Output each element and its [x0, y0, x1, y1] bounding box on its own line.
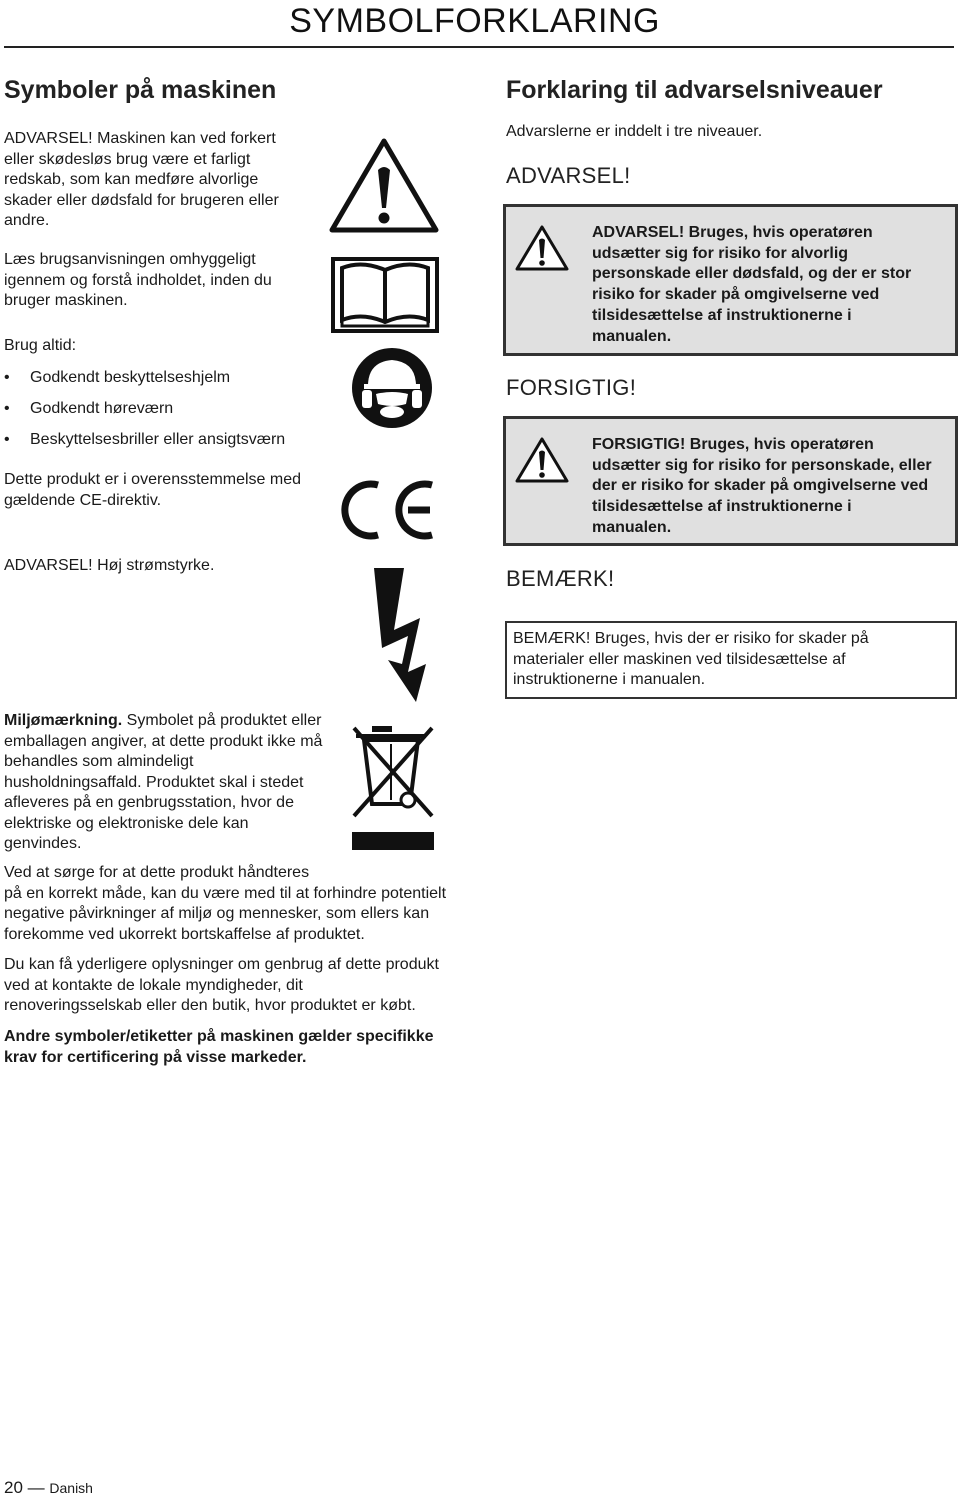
- level-title-note: BEMÆRK!: [506, 566, 615, 591]
- header-divider: [4, 46, 954, 48]
- warning-triangle-icon: [514, 223, 570, 273]
- high-voltage-label: ADVARSEL! Høj strømstyrke.: [4, 557, 215, 574]
- note-box: BEMÆRK! Bruges, hvis der er risiko for skader på materialer eller maskinen ved tilsidesættelse af instruktionerne i manualen.: [505, 621, 957, 699]
- bullet-eye-protection: • Beskyttelsesbriller eller ansigtsværn: [4, 431, 286, 448]
- crossed-bin-icon: [348, 722, 438, 852]
- warning-box: ADVARSEL! Bruges, hvis operatøren udsætter sig for risiko for alvorlig personskade eller dødsfald, og der er stor risiko for skader på omgivelserne ved tilsidesættelse af instruktionerne i manualen.: [503, 204, 958, 356]
- warning-triangle-icon: [328, 136, 440, 234]
- caution-box: FORSIGTIG! Bruges, hvis operatøren udsætter sig for risiko for personskade, eller der er risiko for skader på omgivelserne ved tilsidesættelse af instruktionerne i manualen.: [503, 416, 958, 546]
- level-title-caution: FORSIGTIG!: [506, 375, 637, 400]
- environment-paragraph: Miljømærkning. Symbolet på produktet eller emballagen angiver, at dette produkt ikke må behandles som almindeligt husholdningsaffald. Produktet skal i stedet afleveres på en genbrugsstation, hvor de elektriske og elektroniske dele kan genvindes.: [4, 712, 323, 852]
- page-footer: [4, 1478, 93, 1498]
- levels-intro: Advarslerne er inddelt i tre niveauer.: [506, 123, 763, 140]
- warning-triangle-icon: [514, 435, 570, 485]
- warning-paragraph: ADVARSEL! Maskinen kan ved forkert eller skødesløs brug være et farligt redskab, som kan medføre alvorlige skader eller dødsfald for brugeren eller andre.: [4, 130, 279, 229]
- section-heading-symbols: Symboler på maskinen: [4, 76, 277, 104]
- protective-gear-icon: [350, 346, 434, 430]
- footer-dash: —: [27, 1478, 45, 1497]
- bullet-hearing: • Godkendt høreværn: [4, 400, 174, 417]
- high-voltage-icon: [368, 564, 440, 704]
- bullet-helmet: • Godkendt beskyttelseshjelm: [4, 369, 231, 386]
- read-manual-paragraph: Læs brugsanvisningen omhyggeligt igennem og forstå indholdet, inden du bruger maskinen.: [4, 251, 272, 309]
- other-symbols-paragraph: Andre symboler/etiketter på maskinen gælder specifikke krav for certificering på visse markeder.: [4, 1028, 434, 1066]
- footer-language: Danish: [49, 1480, 93, 1496]
- information-paragraph: Du kan få yderligere oplysninger om genbrug af dette produkt ved at kontakte de lokale myndigheder, dit renoveringsselskab eller den butik, hvor produktet er købt.: [4, 956, 439, 1014]
- ce-paragraph: Dette produkt er i overensstemmelse med gældende CE-direktiv.: [4, 471, 302, 509]
- page-title: SYMBOLFORKLARING: [289, 2, 660, 40]
- manual-book-icon: [330, 256, 440, 334]
- level-title-warning: ADVARSEL!: [506, 163, 631, 188]
- section-heading-warning-levels: Forklaring til advarselsniveauer: [506, 76, 883, 104]
- always-use-label: Brug altid:: [4, 337, 77, 354]
- page-number: 20: [4, 1478, 23, 1497]
- disposal-paragraph: Ved at sørge for at dette produkt håndteres på en korrekt måde, kan du være med til at forhindre potentielt negative påvirkninger af miljø og mennesker, som ellers kan forekomme ved ukorrekt bortskaffelse af produktet.: [4, 864, 447, 943]
- ce-mark-icon: [332, 479, 442, 541]
